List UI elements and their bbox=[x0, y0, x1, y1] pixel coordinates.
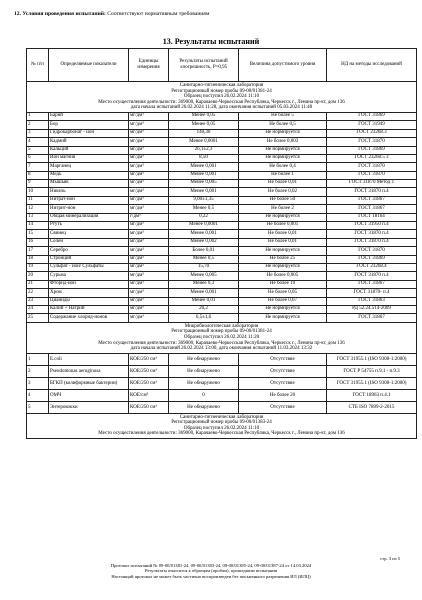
cell-indicator: Марганец bbox=[49, 163, 129, 171]
sample-received: Образец поступил 26.02.2024 11:10 bbox=[183, 94, 260, 100]
lab-name: Микробиологическая лаборатория bbox=[184, 323, 259, 329]
cell-indicator: E.coli bbox=[49, 353, 129, 365]
table-row bbox=[27, 238, 417, 246]
cell-indicator: Pseudomonas aeruginosa bbox=[49, 365, 129, 377]
cell-method: ГОСТ 31950 п.4 bbox=[327, 222, 417, 230]
cell-allowed: Не более 5 bbox=[239, 112, 327, 120]
test-dates: дата начала испытаний 26.02.2024 11:28, дата окончания испытаний 05.03.2024 11:48 bbox=[130, 105, 313, 111]
cell-result: Не обнаружено bbox=[169, 365, 239, 377]
cell-method: ГОСТ 31870 bbox=[327, 247, 417, 255]
cell-units: мг/дм³ bbox=[129, 188, 169, 196]
cell-indicator: Сурьма bbox=[49, 272, 129, 280]
cell-units: мг/дм³ bbox=[129, 138, 169, 146]
cell-method: ГОСТ 31870 bbox=[327, 138, 417, 146]
cell-number: 1 bbox=[27, 112, 49, 120]
cell-method: ГОСТ 31870 п.4 bbox=[327, 188, 417, 196]
cell-indicator: Энтерококки bbox=[49, 401, 129, 413]
cell-number: 18 bbox=[27, 255, 49, 263]
cell-number: 20 bbox=[27, 272, 49, 280]
cell-result: 6,5±1,6 bbox=[169, 314, 239, 322]
cell-units: мг/дм³ bbox=[129, 205, 169, 213]
cell-allowed: Не нормируется bbox=[239, 213, 327, 221]
cell-units: мг/дм³ bbox=[129, 305, 169, 313]
cell-allowed: Не более 0,01 bbox=[239, 230, 327, 238]
col-header-number: № п/п bbox=[27, 49, 49, 82]
cell-indicator: Ион магния bbox=[49, 154, 129, 162]
cell-units: мг/дм³ bbox=[129, 154, 169, 162]
cell-number: 5 bbox=[27, 401, 49, 413]
conditions-label: 12. Условия проведения испытаний: bbox=[14, 11, 106, 17]
cell-result: 140,30 bbox=[169, 129, 239, 137]
cell-result: Менее 0,3 bbox=[169, 280, 239, 288]
col-header-units: Единицы измерения bbox=[129, 49, 169, 82]
registration-number: Регистрационный номер пробы 09-00/01383-24 bbox=[171, 420, 272, 426]
cell-number: 9 bbox=[27, 180, 49, 188]
cell-indicator: Селен bbox=[49, 238, 129, 246]
cell-number: 21 bbox=[27, 280, 49, 288]
page-number: стр. 3 из 5 bbox=[380, 556, 400, 561]
cell-units: мг/дм³ bbox=[129, 255, 169, 263]
cell-method: ГОСТ Р 54755 п.9.1 - п.9.3 bbox=[327, 365, 417, 377]
cell-units: мг/дм³ bbox=[129, 289, 169, 297]
cell-method: ГОСТ 31869 bbox=[327, 146, 417, 154]
cell-result: 9,00±1,35 bbox=[169, 196, 239, 204]
cell-result: Не обнаружено bbox=[169, 353, 239, 365]
cell-method: ГОСТ 31863 bbox=[327, 297, 417, 305]
table-row bbox=[27, 247, 417, 255]
cell-result: Менее 0,0001 bbox=[169, 138, 239, 146]
cell-allowed: Не более 2 bbox=[239, 205, 327, 213]
activity-place: Место осуществления деятельности: 369000, Карачаево-Черкесская Республика, Черкесск г., Ленина пр-кт, дом 136 bbox=[98, 340, 345, 346]
cell-indicator: Калий + Натрий bbox=[49, 305, 129, 313]
cell-result: 20,2 bbox=[169, 305, 239, 313]
cell-allowed: Не более 10 bbox=[239, 280, 327, 288]
cell-method: ГОСТ 31869 bbox=[327, 255, 417, 263]
footer-protocol-number: Протокол испытаний № 09-00/01381-24, 09-00/01383-24, 09-00/01385-24, 09-00/01387-24 от 14.03.2024 bbox=[110, 563, 312, 568]
cell-method: ГОСТ 31870 п.4 bbox=[327, 238, 417, 246]
cell-indicator: Серебро bbox=[49, 247, 129, 255]
test-dates: дата начала испытаний 26.02.2024 13:00, дата окончания испытаний 11.03.2024 13:32 bbox=[130, 346, 313, 352]
cell-number: 14 bbox=[27, 222, 49, 230]
cell-indicator: ОМЧ bbox=[49, 389, 129, 401]
cell-number: 19 bbox=[27, 264, 49, 272]
cell-indicator: Кальций bbox=[49, 146, 129, 154]
cell-result: Менее 0,5 bbox=[169, 205, 239, 213]
table-row bbox=[27, 255, 417, 263]
cell-units: мг/дм³ bbox=[129, 272, 169, 280]
cell-allowed: Не более 0,05 bbox=[239, 289, 327, 297]
cell-number: 1 bbox=[27, 353, 49, 365]
cell-units: мг/дм³ bbox=[129, 297, 169, 305]
lab-name: Санитарно-гигиеническая лаборатория bbox=[179, 414, 264, 420]
cell-number: 4 bbox=[27, 389, 49, 401]
cell-indicator: Ртуть bbox=[49, 222, 129, 230]
cell-method: ГОСТ 31955.1 (ISO 9308-1:2000) bbox=[327, 377, 417, 389]
cell-allowed: Не нормируется bbox=[239, 154, 327, 162]
table-row bbox=[27, 280, 417, 288]
cell-result: Менее 0,001 bbox=[169, 171, 239, 179]
cell-method: ГОСТ 31867 bbox=[327, 314, 417, 322]
registration-number: Регистрационный номер пробы 09-00/01381-24 bbox=[171, 329, 272, 335]
cell-units: КОЕ/250 см³ bbox=[129, 353, 169, 365]
table-body bbox=[27, 82, 417, 113]
cell-units: мг/дм³ bbox=[129, 196, 169, 204]
cell-allowed: Не более 20 bbox=[239, 389, 327, 401]
table-row bbox=[27, 377, 417, 389]
cell-indicator: Медь bbox=[49, 171, 129, 179]
cell-allowed: Не нормируется bbox=[239, 264, 327, 272]
cell-units: мг/дм³ bbox=[129, 247, 169, 255]
table-row bbox=[27, 230, 417, 238]
table-row bbox=[27, 213, 417, 221]
cell-result: Менее 0,05 bbox=[169, 121, 239, 129]
section-title: 13. Результаты испытаний bbox=[162, 37, 260, 46]
table-row bbox=[27, 272, 417, 280]
cell-number: 17 bbox=[27, 247, 49, 255]
cell-result: Менее 0,5 bbox=[169, 255, 239, 263]
cell-method: ГОСТ 18963 п.4.1 bbox=[327, 389, 417, 401]
cell-result: 0 bbox=[169, 389, 239, 401]
cell-units: мг/дм³ bbox=[129, 121, 169, 129]
cell-allowed: Отсутствие bbox=[239, 365, 327, 377]
cell-number: 22 bbox=[27, 289, 49, 297]
cell-units: мг/дм³ bbox=[129, 264, 169, 272]
table-row bbox=[27, 129, 417, 137]
cell-result: Менее 0,01 bbox=[169, 297, 239, 305]
cell-number: 3 bbox=[27, 377, 49, 389]
table-row bbox=[27, 314, 417, 322]
footer-note-copy: Настоящий протокол не может быть частично воспроизведен без письменного разрешения ИЛ (ИЛЦ) bbox=[111, 573, 311, 579]
cell-units: мг/дм³ bbox=[129, 112, 169, 120]
cell-number: 11 bbox=[27, 196, 49, 204]
cell-allowed: Не нормируется bbox=[239, 146, 327, 154]
cell-number: 15 bbox=[27, 230, 49, 238]
cell-result: 26,1±2,3 bbox=[169, 146, 239, 154]
table-row bbox=[27, 154, 417, 162]
cell-method: ГОСТ 31955.1 (ISO 9308-1:2000) bbox=[327, 353, 417, 365]
cell-units: мг/дм³ bbox=[129, 238, 169, 246]
cell-indicator: БГКП (колиформные бактерии) bbox=[49, 377, 129, 389]
table-row bbox=[27, 205, 417, 213]
cell-units: КОЕ/250 см³ bbox=[129, 377, 169, 389]
col-header-allowed: Величина допустимого уровня bbox=[239, 49, 327, 82]
cell-units: мг/дм³ bbox=[129, 280, 169, 288]
cell-indicator: Нитрит-ион bbox=[49, 205, 129, 213]
table-row bbox=[27, 353, 417, 365]
col-header-method: НД на методы исследований bbox=[327, 49, 417, 82]
cell-result: Менее 0,0001 bbox=[169, 222, 239, 230]
cell-result: Менее 0,001 bbox=[169, 163, 239, 171]
cell-result: Менее 0,001 bbox=[169, 289, 239, 297]
lab-block-header bbox=[27, 82, 417, 113]
cell-allowed: Не более 25 bbox=[239, 255, 327, 263]
cell-method: ГОСТ 31867 bbox=[327, 196, 417, 204]
cell-indicator: Нитрат-ион bbox=[49, 196, 129, 204]
cell-result: Менее 0,005 bbox=[169, 272, 239, 280]
micro-block bbox=[27, 322, 417, 353]
cell-allowed: Не более 0,07 bbox=[239, 297, 327, 305]
cell-method: ГОСТ 31870- п.4 bbox=[327, 289, 417, 297]
cell-indicator: Никель bbox=[49, 188, 129, 196]
cell-result: Не обнаружено bbox=[169, 377, 239, 389]
cell-method: ГОСТ 23268.3 bbox=[327, 129, 417, 137]
col-header-indicator: Определяемые показатели bbox=[49, 49, 129, 82]
cell-method: ГОСТ 31870 п.4 bbox=[327, 272, 417, 280]
sample-received: Образец поступил 26.02.2024 11:10 bbox=[183, 425, 260, 431]
cell-method: СТБ ISO 7899-2-2015 bbox=[327, 401, 417, 413]
cell-units: КОЕ/250 см³ bbox=[129, 401, 169, 413]
cell-number: 10 bbox=[27, 188, 49, 196]
cell-allowed: Не более 50 bbox=[239, 196, 327, 204]
table-row bbox=[27, 138, 417, 146]
cell-units: мг/дм³ bbox=[129, 163, 169, 171]
cell-allowed: Отсутствие bbox=[239, 377, 327, 389]
table-header-row bbox=[27, 49, 417, 82]
cell-number: 4 bbox=[27, 138, 49, 146]
cell-allowed: Не более 1 bbox=[239, 171, 327, 179]
col-header-result: Результаты испытаний ±погрешность, Р=0,95 bbox=[169, 49, 239, 82]
cell-method: РД 52.24.514-2009 bbox=[327, 305, 417, 313]
table-row bbox=[27, 163, 417, 171]
micro-results bbox=[27, 353, 417, 413]
cell-indicator: Мышьяк bbox=[49, 180, 129, 188]
cell-units: мг/дм³ bbox=[129, 230, 169, 238]
cell-allowed: Не нормируется bbox=[239, 129, 327, 137]
cell-number: 2 bbox=[27, 365, 49, 377]
cell-number: 24 bbox=[27, 305, 49, 313]
cell-method: ГОСТ 31867 bbox=[327, 280, 417, 288]
table-row bbox=[27, 305, 417, 313]
cell-units: КОЕ/250 см³ bbox=[129, 365, 169, 377]
test-conditions bbox=[14, 11, 209, 17]
cell-indicator: Хром bbox=[49, 289, 129, 297]
cell-method: ГОСТ 31870 Метод 1 bbox=[327, 180, 417, 188]
cell-number: 6 bbox=[27, 154, 49, 162]
cell-units: мг/дм³ bbox=[129, 314, 169, 322]
table-row bbox=[27, 112, 417, 120]
cell-indicator: Гидрокарбонат - ион bbox=[49, 129, 129, 137]
table-row bbox=[27, 389, 417, 401]
cell-method: ГОСТ 18164 bbox=[327, 213, 417, 221]
cell-allowed: Не более 0,5 bbox=[239, 121, 327, 129]
table-row bbox=[27, 289, 417, 297]
cell-number: 25 bbox=[27, 314, 49, 322]
chemical-results bbox=[27, 112, 417, 322]
cell-allowed: Отсутствие bbox=[239, 353, 327, 365]
cell-result: Менее 0,002 bbox=[169, 238, 239, 246]
cell-indicator: Свинец bbox=[49, 230, 129, 238]
activity-place: Место осуществления деятельности: 369000, Карачаево-Черкесская Республика, Черкесск г., Ленина пр-кт, дом 136 bbox=[98, 431, 345, 437]
lab-block-header bbox=[27, 413, 417, 438]
cell-method: ГОСТ 31870 bbox=[327, 171, 417, 179]
cell-indicator: Общая минерализация bbox=[49, 213, 129, 221]
lab-block-header bbox=[27, 322, 417, 353]
table-row bbox=[27, 401, 417, 413]
cell-method: ГОСТ 31869 bbox=[327, 112, 417, 120]
footer-note-results: Результаты относятся к образцам (пробам), прошедшим испытания bbox=[144, 568, 277, 574]
conditions-value: Соответствуют нормативным требованиям bbox=[107, 11, 210, 17]
cell-number: 8 bbox=[27, 171, 49, 179]
cell-method: ГОСТ 31870 п.4 bbox=[327, 230, 417, 238]
results-table bbox=[26, 48, 417, 439]
cell-indicator: Содержание хлорид-ионов bbox=[49, 314, 129, 322]
registration-number: Регистрационный номер пробы 09-00/01381-24 bbox=[171, 88, 272, 94]
cell-allowed: Не более 0,001 bbox=[239, 222, 327, 230]
lab-name: Санитарно-гигиеническая лаборатория bbox=[179, 83, 264, 88]
cell-method: ГОСТ 31867 bbox=[327, 205, 417, 213]
table-row bbox=[27, 222, 417, 230]
cell-allowed: Отсутствие bbox=[239, 401, 327, 413]
cell-method: ГОСТ 23268.4 bbox=[327, 264, 417, 272]
cell-allowed: Не более 0,005 bbox=[239, 272, 327, 280]
table-row bbox=[27, 264, 417, 272]
cell-number: 16 bbox=[27, 238, 49, 246]
cell-result: 0,22 bbox=[169, 213, 239, 221]
cell-number: 7 bbox=[27, 163, 49, 171]
cell-allowed: Не нормируется bbox=[239, 305, 327, 313]
cell-result: Менее 0,05 bbox=[169, 112, 239, 120]
cell-result: Более 0,01 bbox=[169, 247, 239, 255]
cell-method: ГОСТ 23268.5 3 bbox=[327, 154, 417, 162]
activity-place: Место осуществления деятельности: 369000, Карачаево-Черкесская Республика, Черкесск г., Ленина пр-кт, дом 136 bbox=[98, 99, 345, 105]
third-block bbox=[27, 413, 417, 438]
cell-indicator: Цианиды bbox=[49, 297, 129, 305]
table-row bbox=[27, 146, 417, 154]
cell-number: 5 bbox=[27, 146, 49, 154]
cell-number: 3 bbox=[27, 129, 49, 137]
cell-units: мг/дм³ bbox=[129, 180, 169, 188]
cell-indicator: Фторид-ион bbox=[49, 280, 129, 288]
cell-indicator: Стронций bbox=[49, 255, 129, 263]
table-row bbox=[27, 188, 417, 196]
cell-result: 8,50 bbox=[169, 154, 239, 162]
cell-allowed: Не более 0,01 bbox=[239, 180, 327, 188]
cell-number: 12 bbox=[27, 205, 49, 213]
cell-result: Менее 0,001 bbox=[169, 188, 239, 196]
cell-result: Не обнаружено bbox=[169, 401, 239, 413]
cell-indicator: Кадмий bbox=[49, 138, 129, 146]
cell-allowed: Не нормируется bbox=[239, 314, 327, 322]
cell-allowed: Не более 0,01 bbox=[239, 238, 327, 246]
table-row bbox=[27, 180, 417, 188]
cell-method: ГОСТ 31949 bbox=[327, 121, 417, 129]
cell-allowed: Не более 0,4 bbox=[239, 163, 327, 171]
table-row bbox=[27, 171, 417, 179]
cell-indicator: Сульфат - ион/ Сульфаты bbox=[49, 264, 129, 272]
cell-units: мг/дм³ bbox=[129, 129, 169, 137]
table-row bbox=[27, 121, 417, 129]
table-row bbox=[27, 297, 417, 305]
cell-result: Менее 0,005 bbox=[169, 180, 239, 188]
cell-result: Менее 0,001 bbox=[169, 230, 239, 238]
cell-allowed: Не более 0,02 bbox=[239, 188, 327, 196]
cell-allowed: Не более 0,003 bbox=[239, 138, 327, 146]
footer bbox=[0, 563, 422, 579]
cell-number: 13 bbox=[27, 213, 49, 221]
cell-number: 23 bbox=[27, 297, 49, 305]
cell-units: г/дм³ bbox=[129, 213, 169, 221]
cell-indicator: Барий bbox=[49, 112, 129, 120]
cell-units: мг/дм³ bbox=[129, 222, 169, 230]
cell-indicator: Бор bbox=[49, 121, 129, 129]
cell-units: мг/дм³ bbox=[129, 171, 169, 179]
cell-allowed: Не нормируется bbox=[239, 247, 327, 255]
cell-number: 2 bbox=[27, 121, 49, 129]
table-row bbox=[27, 365, 417, 377]
sample-received: Образец поступил 26.02.2024 11:20 bbox=[183, 334, 260, 340]
cell-units: КОЕ/см³ bbox=[129, 389, 169, 401]
cell-result: 15,70 bbox=[169, 264, 239, 272]
table-row bbox=[27, 196, 417, 204]
cell-units: мг/дм³ bbox=[129, 146, 169, 154]
cell-method: ГОСТ 31870 bbox=[327, 163, 417, 171]
